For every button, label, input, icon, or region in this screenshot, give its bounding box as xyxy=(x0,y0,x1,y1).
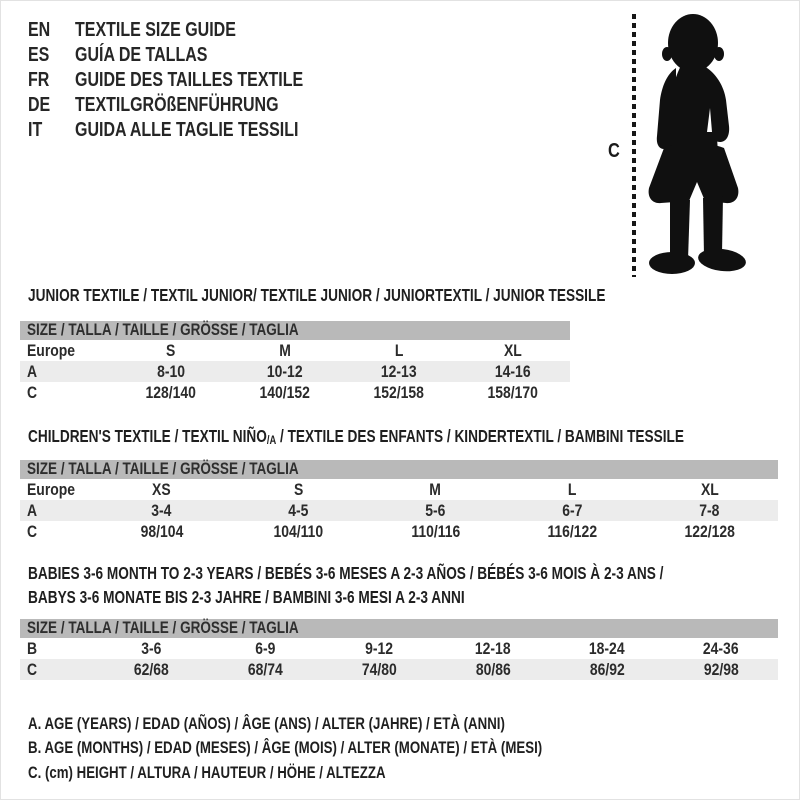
row-label: C xyxy=(27,521,38,541)
size-value: 86/92 xyxy=(589,659,625,679)
size-table-header-junior: SIZE / TALLA / TAILLE / GRÖSSE / TAGLIA xyxy=(20,321,570,340)
language-row xyxy=(28,118,360,143)
size-table-header-babies: SIZE / TALLA / TAILLE / GRÖSSE / TAGLIA xyxy=(20,619,778,638)
row-label: Europe xyxy=(27,340,76,360)
size-value: S xyxy=(166,340,176,360)
section-title-babies-line1: BABIES 3-6 MONTH TO 2-3 YEARS / BEBÉS 3-6 MESES A 2-3 AÑOS / BÉBÉS 3-6 MOIS À 2-3 ANS / xyxy=(28,563,664,583)
language-row xyxy=(28,43,360,68)
height-measure-line xyxy=(632,14,636,277)
table-row xyxy=(20,361,570,382)
size-value: XL xyxy=(700,479,719,499)
children-size-table xyxy=(20,479,778,542)
table-row xyxy=(20,638,778,659)
section-title-babies-line2: BABYS 3-6 MONATE BIS 2-3 JAHRE / BAMBINI 3-6 MESI A 2-3 ANNI xyxy=(28,587,465,607)
size-value: 5-6 xyxy=(425,500,446,520)
size-value: 3-6 xyxy=(140,638,162,658)
language-title: TEXTILGRÖßENFÜHRUNG xyxy=(75,94,279,116)
size-value: 80/86 xyxy=(475,659,511,679)
table-row xyxy=(20,500,778,521)
language-title: TEXTILE SIZE GUIDE xyxy=(75,19,236,41)
size-value: XL xyxy=(504,340,522,360)
size-value: 110/116 xyxy=(411,521,460,541)
size-table-header-children: SIZE / TALLA / TAILLE / GRÖSSE / TAGLIA xyxy=(20,460,778,479)
row-label: B xyxy=(27,638,38,658)
language-title: GUÍA DE TALLAS xyxy=(75,44,208,66)
table-row xyxy=(20,340,570,361)
size-value: 8-10 xyxy=(157,361,185,381)
row-label: C xyxy=(27,659,38,679)
size-value: 158/170 xyxy=(487,382,539,402)
title-subscript: /A xyxy=(266,433,277,447)
junior-size-table xyxy=(20,340,570,403)
size-value: M xyxy=(279,340,291,360)
language-code: EN xyxy=(28,19,51,41)
size-value: 128/140 xyxy=(145,382,197,402)
toddler-silhouette-icon xyxy=(645,12,757,278)
row-label: A xyxy=(27,500,38,520)
size-value: 18-24 xyxy=(589,638,625,658)
size-value: 116/122 xyxy=(547,521,598,541)
footnote-a: A. AGE (YEARS) / EDAD (AÑOS) / ÂGE (ANS) / ALTER (JAHRE) / ETÀ (ANNI) xyxy=(28,714,505,733)
size-value: L xyxy=(394,340,404,360)
size-value: 98/104 xyxy=(140,521,183,541)
language-row xyxy=(28,93,360,118)
table-row xyxy=(20,479,778,500)
table-row xyxy=(20,521,778,542)
size-value: 104/110 xyxy=(273,521,324,541)
language-row xyxy=(28,68,360,93)
language-code: DE xyxy=(28,94,51,116)
size-value: 12-13 xyxy=(381,361,417,381)
footnote-c: C. (cm) HEIGHT / ALTURA / HAUTEUR / HÖHE / ALTEZZA xyxy=(28,763,386,782)
size-value: L xyxy=(568,479,577,499)
size-value: 3-4 xyxy=(151,500,172,520)
size-value: 24-36 xyxy=(703,638,739,658)
size-value: 152/158 xyxy=(373,382,425,402)
size-value: 14-16 xyxy=(495,361,531,381)
language-title-list xyxy=(28,18,360,143)
row-label: C xyxy=(27,382,38,402)
table-row xyxy=(20,382,570,403)
size-value: 6-7 xyxy=(562,500,583,520)
language-code: ES xyxy=(28,44,50,66)
size-value: 122/128 xyxy=(684,521,735,541)
section-title-junior: JUNIOR TEXTILE / TEXTIL JUNIOR/ TEXTILE JUNIOR / JUNIORTEXTIL / JUNIOR TESSILE xyxy=(28,285,606,305)
measure-label-c: C xyxy=(608,140,620,162)
language-row xyxy=(28,18,360,43)
footnote-b: B. AGE (MONTHS) / EDAD (MESES) / ÂGE (MOIS) / ALTER (MONATE) / ETÀ (MESI) xyxy=(28,738,543,757)
size-value: 6-9 xyxy=(254,638,276,658)
babies-size-table xyxy=(20,638,778,680)
language-code: IT xyxy=(28,119,43,141)
table-row xyxy=(20,659,778,680)
language-code: FR xyxy=(28,69,50,91)
size-value: 62/68 xyxy=(133,659,169,679)
size-value: 4-5 xyxy=(288,500,309,520)
size-value: XS xyxy=(152,479,171,499)
size-value: S xyxy=(293,479,304,499)
language-title: GUIDA ALLE TAGLIE TESSILI xyxy=(75,119,299,141)
size-value: 92/98 xyxy=(703,659,739,679)
size-value: 9-12 xyxy=(365,638,393,658)
size-value: 12-18 xyxy=(475,638,511,658)
language-title: GUIDE DES TAILLES TEXTILE xyxy=(75,69,304,91)
size-value: 140/152 xyxy=(259,382,311,402)
section-title-children: CHILDREN'S TEXTILE / TEXTIL NIÑO/A / TEXTILE DES ENFANTS / KINDERTEXTIL / BAMBINI TESSILE xyxy=(28,426,684,447)
size-value: 68/74 xyxy=(247,659,283,679)
size-value: M xyxy=(429,479,442,499)
size-value: 74/80 xyxy=(361,659,397,679)
size-value: 7-8 xyxy=(699,500,720,520)
size-value: 10-12 xyxy=(267,361,303,381)
row-label: Europe xyxy=(27,479,76,499)
row-label: A xyxy=(27,361,38,381)
